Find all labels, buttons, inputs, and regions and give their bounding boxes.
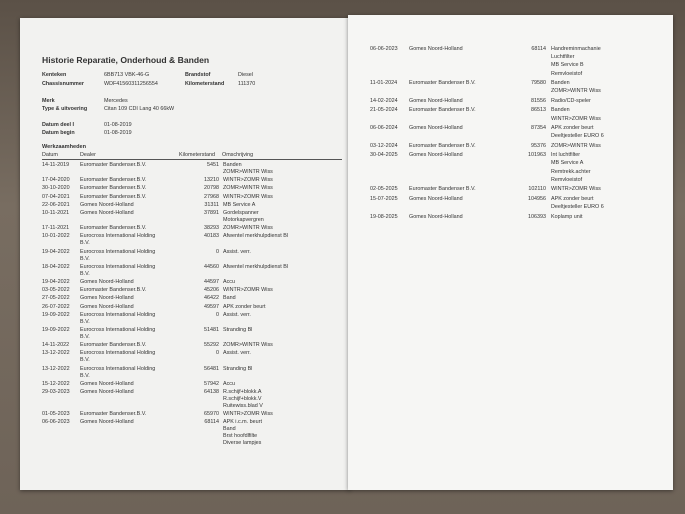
row-description: Afwentel merkhulpdienst Bl xyxy=(223,233,289,240)
row-date: 22-06-2021 xyxy=(42,201,70,208)
row-dealer: Eurocross International Holding xyxy=(80,248,156,255)
row-date: 10-01-2022 xyxy=(42,233,70,240)
row-description: WINTR>ZOMR Wiss xyxy=(223,287,273,294)
row-dealer: Euromaster Bandenser.B.V. xyxy=(80,162,147,168)
row-description: Banden xyxy=(551,107,570,114)
row-date: 02-05-2025 xyxy=(370,186,398,193)
row-dealer: Gomes Noord-Holland xyxy=(80,279,134,285)
chassis-value: WDF41560311256554 xyxy=(104,81,158,87)
row-km: 102110 xyxy=(528,186,546,193)
row-date: 30-10-2020 xyxy=(42,185,70,192)
row-dealer: Euromaster Bandenser B.V. xyxy=(409,142,476,149)
row-dealer: Gomes Noord-Holland xyxy=(80,389,134,395)
row-description: ZOMR>WINTR Wiss xyxy=(223,342,273,349)
row-date: 11-01-2024 xyxy=(370,80,398,87)
report-page-2 xyxy=(348,15,673,490)
type-label: Type & uitvoering xyxy=(42,106,88,112)
row-description: Banden xyxy=(223,162,242,168)
row-dealer: Gomes Noord-Holland xyxy=(80,201,134,208)
merk-label: Merk xyxy=(42,98,55,104)
row-description: APK i.c.m. beurt xyxy=(223,419,262,426)
row-dealer: Gomes Noord-Holland xyxy=(80,303,134,310)
row-description: ZOMR>WINTR Wiss xyxy=(551,88,601,95)
row-km: 104956 xyxy=(528,195,546,202)
row-description: Luchtfilter xyxy=(551,54,575,61)
row-description: APK zonder beurt xyxy=(223,303,266,310)
row-description: Gordelspanner xyxy=(223,210,259,216)
row-km: 5451 xyxy=(207,162,219,168)
row-dealer: Gomes Noord-Holland xyxy=(409,195,463,202)
row-date: 19-08-2025 xyxy=(370,213,398,220)
row-km: 56481 xyxy=(204,365,219,372)
row-km: 44597 xyxy=(204,279,219,285)
row-description: Ruitewiss.blad V xyxy=(223,403,263,409)
km-value: 111370 xyxy=(238,81,256,87)
row-date: 03-12-2024 xyxy=(370,142,398,149)
row-description: Afwentel merkhulpdienst Bl xyxy=(223,263,289,270)
row-description: Assist. verr. xyxy=(223,350,251,357)
row-description: Band xyxy=(223,295,236,302)
row-km: 81556 xyxy=(531,97,546,104)
row-date: 03-05-2022 xyxy=(42,287,70,294)
row-dealer: Gomes Noord-Holland xyxy=(409,97,463,104)
row-km: 37891 xyxy=(204,210,219,216)
row-dealer: Gomes Noord-Holland xyxy=(80,419,134,426)
row-description: ZOMR>WINTR Wiss xyxy=(551,142,601,149)
row-description: MB Service A xyxy=(223,201,256,208)
row-description: WINTR>ZOMR Wiss xyxy=(223,177,273,184)
report-page-1 xyxy=(20,18,350,490)
row-description: Remvloeistof xyxy=(551,176,583,183)
row-dealer: Gomes Noord-Holland xyxy=(409,152,463,159)
row-description: Brst hoofdlfilte xyxy=(223,433,258,440)
row-km: 106393 xyxy=(528,213,546,220)
row-date: 21-05-2024 xyxy=(370,107,398,114)
row-dealer: B.V. xyxy=(80,357,90,364)
row-date: 19-04-2022 xyxy=(42,248,70,255)
row-km: 27968 xyxy=(204,193,219,200)
row-description: MB Service B xyxy=(551,62,584,69)
deel1-value: 01-08-2019 xyxy=(104,122,132,128)
row-date: 06-06-2024 xyxy=(370,125,398,131)
row-description: Handreminmachanie xyxy=(551,46,601,52)
row-km: 40183 xyxy=(204,233,219,240)
row-description: Deeltjesteller EURO 6 xyxy=(551,133,604,140)
header-dealer: Dealer xyxy=(80,152,96,158)
row-dealer: Euromaster Bandenser.B.V. xyxy=(80,287,147,294)
km-label: Kilometerstand xyxy=(185,81,225,87)
row-date: 01-05-2023 xyxy=(42,411,70,418)
row-dealer: B.V. xyxy=(80,240,90,247)
header-km: Kilometerstand xyxy=(179,152,215,158)
row-dealer: Euromaster Bandenser.B.V. xyxy=(80,193,147,200)
row-description: Int luchtfilter xyxy=(551,152,581,159)
row-km: 0 xyxy=(216,350,219,357)
row-km: 65970 xyxy=(204,411,219,418)
row-dealer: Eurocross International Holding xyxy=(80,350,156,357)
row-date: 13-12-2022 xyxy=(42,350,70,357)
row-date: 19-04-2022 xyxy=(42,279,70,285)
row-dealer: Eurocross International Holding xyxy=(80,365,156,372)
row-description: WINTR>ZOMR Wiss xyxy=(551,115,601,122)
row-km: 0 xyxy=(216,311,219,318)
row-date: 30-04-2025 xyxy=(370,152,398,159)
row-km: 46422 xyxy=(204,295,219,302)
row-date: 19-09-2022 xyxy=(42,327,70,333)
header-omschrijving: Omschrijving xyxy=(222,152,254,158)
row-date: 27-05-2022 xyxy=(42,295,70,302)
row-description: APK zonder beurt xyxy=(551,195,594,202)
row-km: 68114 xyxy=(204,419,219,426)
row-date: 17-04-2020 xyxy=(42,177,70,184)
row-description: Stranding Bl xyxy=(223,327,253,333)
row-description: ZOMR>WINTR Wiss xyxy=(223,185,273,192)
row-description: Stranding Bl xyxy=(223,365,253,372)
row-description: WINTR>ZOMR Wiss xyxy=(223,193,273,200)
section-title: Werkzaamheden xyxy=(42,144,87,150)
row-km: 31311 xyxy=(204,201,219,208)
row-dealer: Euromaster Bandenser.B.V. xyxy=(80,411,147,418)
row-km: 20798 xyxy=(204,185,219,192)
row-dealer: Gomes Noord-Holland xyxy=(80,295,134,302)
row-dealer: Euromaster Bandenser.B.V. xyxy=(80,225,147,232)
row-km: 38293 xyxy=(204,225,219,232)
row-dealer: B.V. xyxy=(80,318,90,325)
row-date: 07-04-2021 xyxy=(42,193,70,200)
report-title: Historie Reparatie, Onderhoud & Banden xyxy=(42,55,210,65)
chassis-label: Chassisnummer xyxy=(42,81,84,87)
row-dealer: Euromaster Bandenser.B.V. xyxy=(80,342,147,349)
type-value: Citan 109 CDI Lang 40 66kW xyxy=(104,106,175,112)
row-description: Accu xyxy=(223,279,235,285)
row-description: Motorkapvergren xyxy=(223,217,264,223)
row-dealer: Gomes Noord-Holland xyxy=(409,125,463,131)
row-dealer: B.V. xyxy=(80,372,90,379)
row-date: 13-12-2022 xyxy=(42,365,70,372)
row-km: 87354 xyxy=(531,125,546,131)
header-datum: Datum xyxy=(42,152,58,158)
row-description: Diverse lampjes xyxy=(223,440,262,447)
row-dealer: Eurocross International Holding xyxy=(80,311,156,318)
row-description: WINTR>ZOMR Wiss xyxy=(551,186,601,193)
row-description: Band xyxy=(223,426,236,433)
row-date: 06-06-2023 xyxy=(42,419,70,426)
row-date: 15-12-2022 xyxy=(42,380,70,387)
row-date: 10-11-2021 xyxy=(42,210,70,216)
row-date: 17-11-2021 xyxy=(42,225,70,232)
row-km: 101963 xyxy=(528,152,546,159)
row-dealer: B.V. xyxy=(80,270,90,277)
row-description: Deeltjesteller EURO 6 xyxy=(551,204,604,210)
row-km: 64138 xyxy=(204,389,219,395)
brandstof-value: Diesel xyxy=(238,72,253,78)
row-km: 45206 xyxy=(204,287,219,294)
deel1-label: Datum deel I xyxy=(42,122,75,128)
begin-label: Datum begin xyxy=(42,130,75,136)
row-dealer: Gomes Noord-Holland xyxy=(80,210,134,216)
row-dealer: Gomes Noord-Holland xyxy=(409,213,463,220)
row-date: 14-11-2019 xyxy=(42,162,70,168)
row-date: 15-07-2025 xyxy=(370,195,398,202)
table-header xyxy=(42,152,342,160)
kenteken-value: 6BB713 VBK-46-G xyxy=(104,72,150,78)
row-description: Accu xyxy=(223,380,235,387)
brandstof-label: Brandstof xyxy=(185,72,211,78)
row-dealer: Gomes Noord-Holland xyxy=(409,46,463,52)
row-km: 86513 xyxy=(531,107,546,114)
row-date: 29-03-2023 xyxy=(42,389,70,395)
row-dealer: Eurocross International Holding xyxy=(80,263,156,270)
row-description: ZOMR>WINTR Wiss xyxy=(223,169,273,175)
row-description: APK zonder beurt xyxy=(551,125,594,131)
row-date: 14-11-2022 xyxy=(42,342,70,349)
row-dealer: Eurocross International Holding xyxy=(80,233,156,240)
row-description: Koplamp unit xyxy=(551,213,583,220)
row-description: Banden xyxy=(551,80,570,87)
kenteken-label: Kenteken xyxy=(42,72,67,78)
row-km: 49597 xyxy=(204,303,219,310)
row-date: 26-07-2022 xyxy=(42,303,70,310)
row-km: 95376 xyxy=(531,142,546,149)
row-description: Assist. verr. xyxy=(223,248,251,255)
row-description: Remtrekk.achter xyxy=(551,168,591,175)
row-dealer: Euromaster Bandenser.B.V. xyxy=(80,185,147,192)
row-dealer: Euromaster Bandenser B.V. xyxy=(409,107,476,114)
row-description: Radio/CD-speler xyxy=(551,97,591,104)
row-km: 55292 xyxy=(204,342,219,349)
row-date: 14-02-2024 xyxy=(370,97,398,104)
row-dealer: Gomes Noord-Holland xyxy=(80,380,134,387)
row-description: MB Service A xyxy=(551,160,584,167)
row-km: 68114 xyxy=(531,46,546,52)
row-km: 79580 xyxy=(531,80,546,87)
row-description: Remvloeistof xyxy=(551,70,583,77)
row-dealer: Euromaster Bandenser.B.V. xyxy=(80,177,147,184)
row-km: 57942 xyxy=(204,380,219,387)
row-date: 06-06-2023 xyxy=(370,46,398,52)
row-km: 51481 xyxy=(204,327,219,333)
row-date: 18-04-2022 xyxy=(42,263,70,270)
begin-value: 01-08-2019 xyxy=(104,130,132,136)
row-description: Assist. verr. xyxy=(223,311,251,318)
row-description: WINTR>ZOMR Wiss xyxy=(223,411,273,418)
row-dealer: Euromaster Bandenser B.V. xyxy=(409,80,476,87)
row-dealer: B.V. xyxy=(80,255,90,262)
row-dealer: Eurocross International Holding xyxy=(80,327,156,333)
row-dealer: Euromaster Bandenser B.V. xyxy=(409,186,476,193)
row-km: 0 xyxy=(216,248,219,255)
row-description: R.schijf+blokk.V xyxy=(223,396,262,402)
row-description: R.schijf+blokk.A xyxy=(223,389,262,395)
row-dealer: B.V. xyxy=(80,334,90,340)
row-km: 44560 xyxy=(204,263,219,270)
merk-value: Mercedes xyxy=(104,98,128,104)
row-date: 19-09-2022 xyxy=(42,311,70,318)
row-description: ZOMR>WINTR Wiss xyxy=(223,225,273,232)
row-km: 13210 xyxy=(204,177,219,184)
